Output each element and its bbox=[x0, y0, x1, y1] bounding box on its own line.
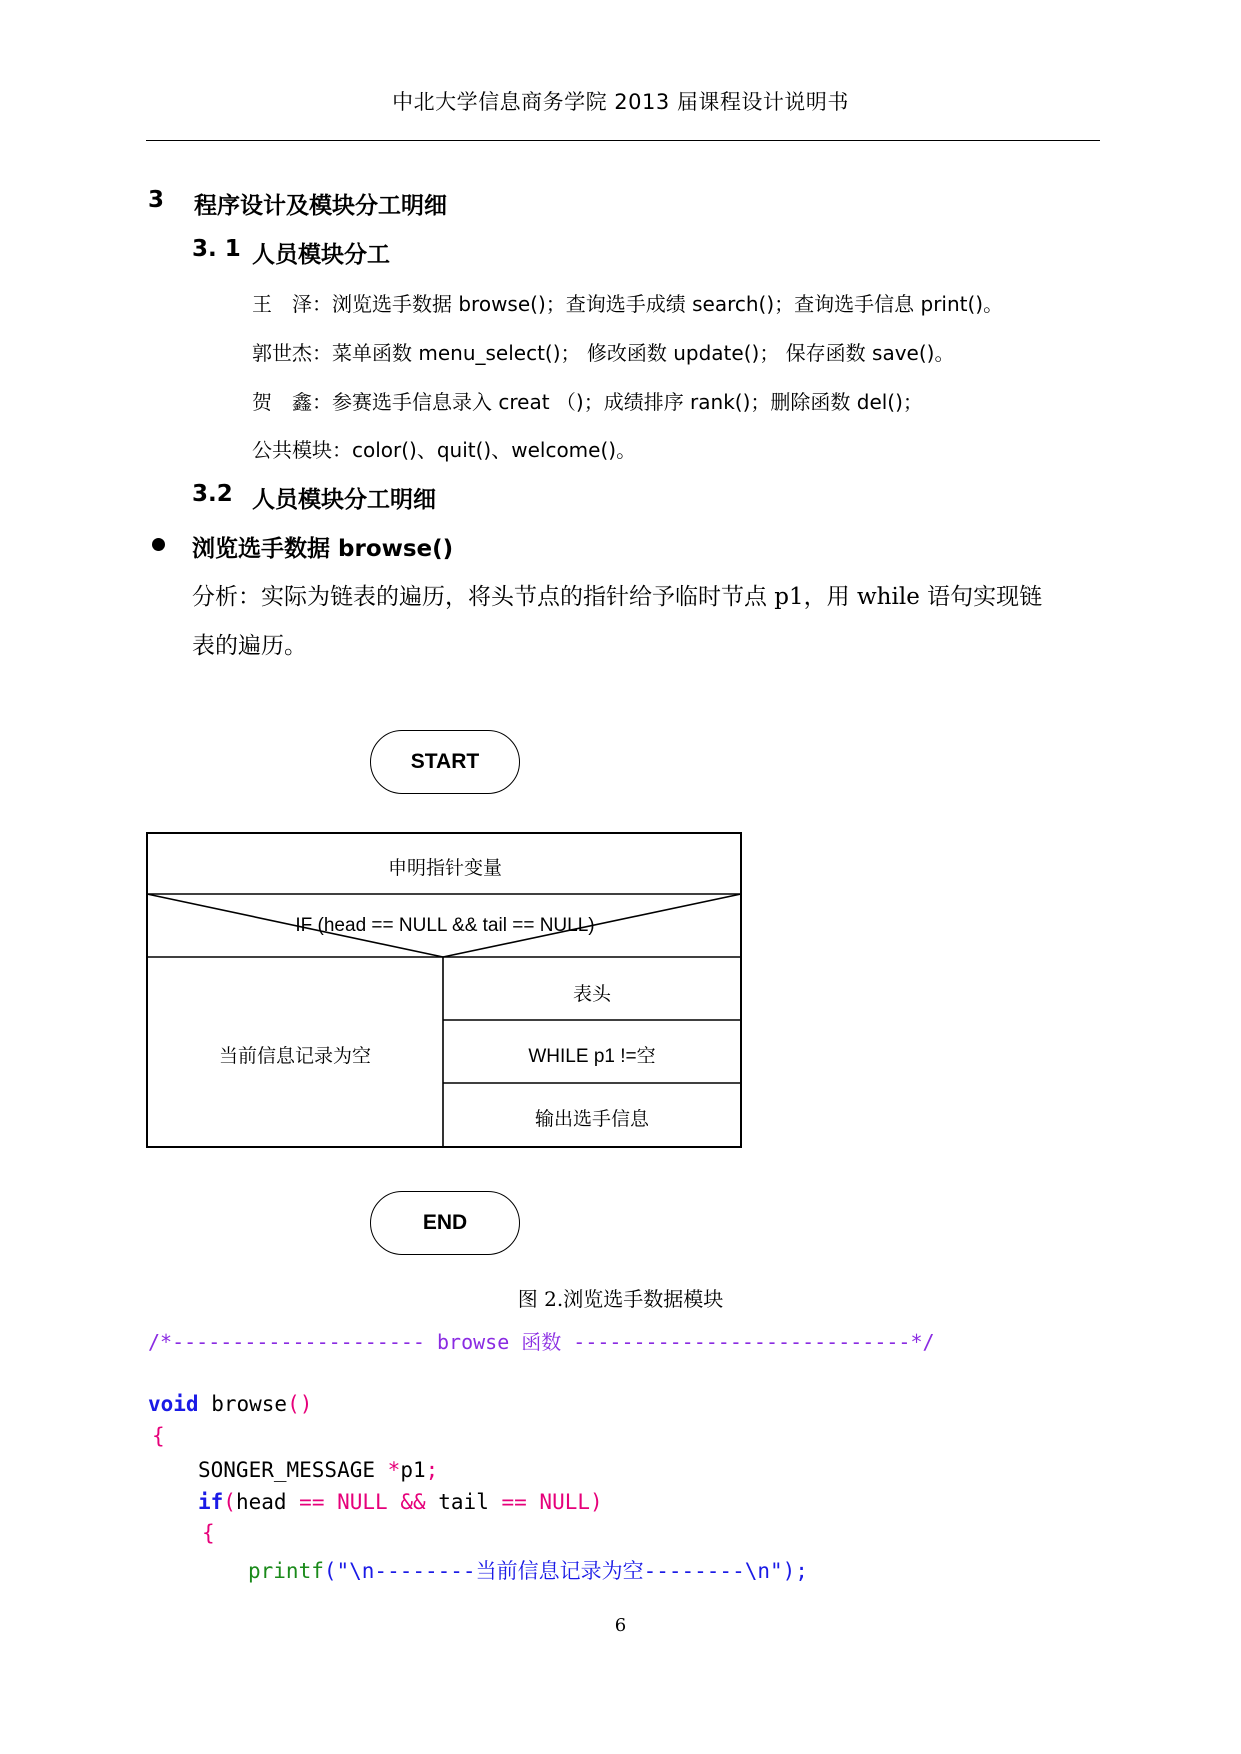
code-line bbox=[248, 1555, 808, 1585]
duty-name: 郭世杰： bbox=[252, 341, 332, 365]
duty-line bbox=[252, 434, 636, 463]
code-line bbox=[198, 1490, 603, 1514]
code-brace: { bbox=[202, 1521, 215, 1545]
flowchart-table-header: 表头 bbox=[572, 983, 611, 1005]
code-identifier: p1 bbox=[400, 1458, 426, 1482]
duty-line bbox=[252, 337, 954, 366]
flowchart-output: 输出选手信息 bbox=[534, 1108, 649, 1130]
flowchart-while-loop: WHILE p1 !=空 bbox=[528, 1046, 656, 1067]
flowchart-end: END bbox=[370, 1191, 520, 1255]
code-line bbox=[198, 1458, 438, 1482]
code-brace: { bbox=[152, 1424, 165, 1448]
duty-name: 公共模块： bbox=[252, 438, 352, 462]
code-identifier: tail bbox=[425, 1490, 502, 1514]
code-identifier: head bbox=[235, 1490, 300, 1514]
subsection-title: 人员模块分工明细 bbox=[252, 487, 436, 513]
duty-text: 菜单函数 menu_select()； 修改函数 update()； 保存函数 save()。 bbox=[332, 341, 955, 365]
flowchart-start: START bbox=[370, 730, 520, 794]
duty-text: 浏览选手数据 browse()；查询选手成绩 search()；查询选手信息 print()。 bbox=[332, 292, 1004, 316]
section-title: 程序设计及模块分工明细 bbox=[194, 193, 447, 219]
code-paren: () bbox=[287, 1392, 313, 1416]
code-type: SONGER_MESSAGE bbox=[198, 1458, 388, 1482]
flowchart-empty-branch: 当前信息记录为空 bbox=[218, 1045, 371, 1067]
duty-name: 王 泽： bbox=[252, 292, 332, 316]
page-number: 6 bbox=[614, 1615, 627, 1636]
page-header-title: 中北大学信息商务学院 2013 届课程设计说明书 bbox=[392, 90, 849, 114]
bullet-dot-icon bbox=[152, 538, 165, 551]
code-op: == bbox=[299, 1490, 325, 1514]
code-function: printf bbox=[248, 1559, 324, 1583]
code-paren: ( bbox=[223, 1490, 236, 1514]
code-keyword: void bbox=[148, 1392, 199, 1416]
code-identifier: browse bbox=[198, 1392, 288, 1416]
duty-name: 贺 鑫： bbox=[252, 390, 332, 414]
analysis-line: 表的遍历。 bbox=[192, 633, 307, 659]
duty-text: 参赛选手信息录入 creat （)；成绩排序 rank()；删除函数 del()； bbox=[332, 390, 923, 414]
code-op: == bbox=[501, 1490, 527, 1514]
subsection-number: 3.2 bbox=[192, 481, 233, 507]
duty-line bbox=[252, 386, 923, 415]
bullet-title: 浏览选手数据 browse() bbox=[192, 536, 454, 562]
subsection-title: 人员模块分工 bbox=[252, 242, 390, 268]
analysis-line: 分析：实际为链表的遍历，将头节点的指针给予临时节点 p1，用 while 语句实现链 bbox=[192, 584, 1043, 610]
code-comment: /*--------------------- browse 函数 ----------------------------*/ bbox=[148, 1330, 935, 1354]
flowchart-condition: IF (head == NULL && tail == NULL) bbox=[295, 915, 595, 936]
code-op: && bbox=[400, 1490, 426, 1514]
code-semicolon: ; bbox=[425, 1458, 439, 1482]
code-string: ("\n--------当前信息记录为空--------\n"); bbox=[323, 1559, 808, 1583]
flowchart-declare: 申明指针变量 bbox=[387, 857, 502, 879]
subsection-number: 3. 1 bbox=[192, 236, 241, 262]
code-line bbox=[148, 1392, 312, 1416]
header-divider bbox=[146, 140, 1100, 141]
code-constant: NULL bbox=[324, 1490, 401, 1514]
section-number: 3 bbox=[148, 187, 165, 213]
code-constant: NULL bbox=[526, 1490, 590, 1514]
duty-text: color()、quit()、welcome()。 bbox=[352, 438, 637, 462]
code-paren: ) bbox=[590, 1490, 603, 1514]
code-keyword: if bbox=[198, 1490, 224, 1514]
figure-caption: 图 2.浏览选手数据模块 bbox=[517, 1287, 724, 1311]
duty-line bbox=[252, 288, 1003, 317]
code-op: * bbox=[387, 1458, 401, 1482]
